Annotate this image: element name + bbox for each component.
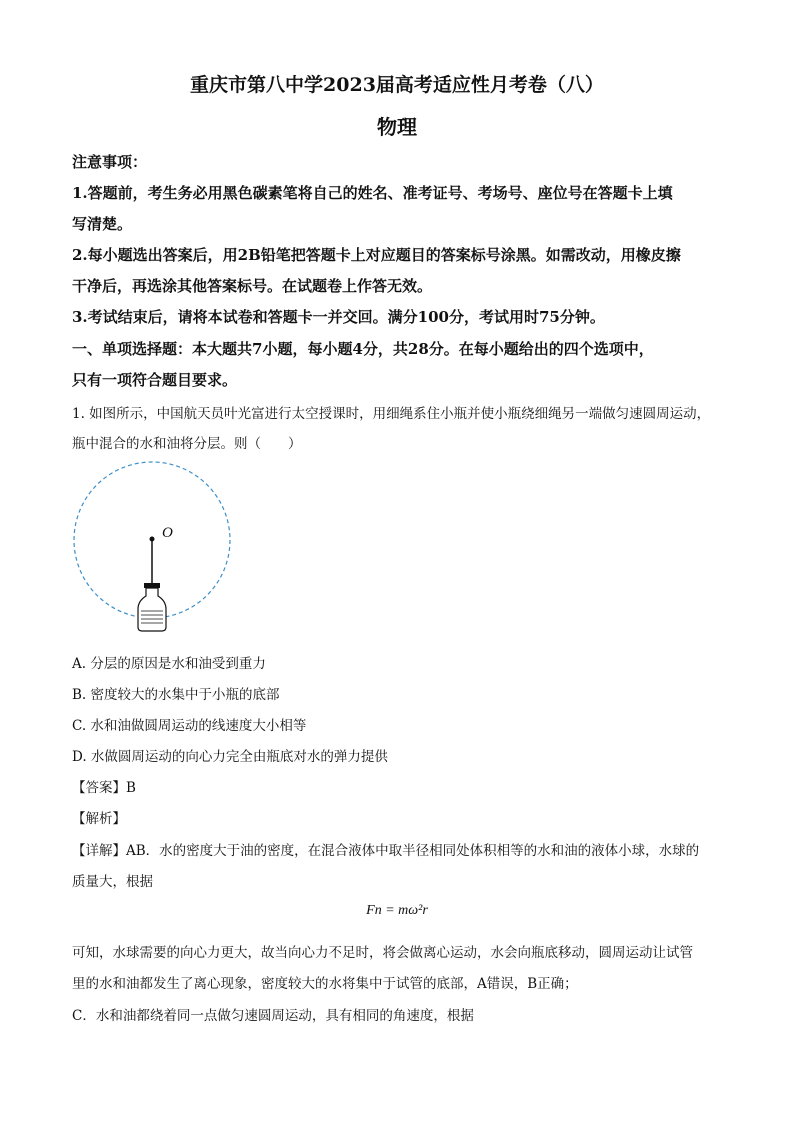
notes-item: 1.答题前，考生务必用黑色碳素笔将自己的姓名、准考证号、考场号、座位号在答题卡上填 — [72, 184, 673, 202]
bottle-cap — [144, 583, 160, 588]
option-c: C. 水和油做圆周运动的线速度大小相等 — [72, 718, 307, 734]
formula: Fn = mω²r — [366, 903, 428, 918]
question-stem-cont: 瓶中混合的水和油将分层。则（ ） — [72, 436, 302, 452]
option-b: B. 密度较大的水集中于小瓶的底部 — [72, 687, 280, 703]
exam-title: 重庆市第八中学2023届高考适应性月考卷（八） — [190, 74, 604, 96]
option-a: A. 分层的原因是水和油受到重力 — [72, 656, 266, 672]
analysis-label: 【解析】 — [72, 811, 126, 827]
rotating-bottle-figure — [66, 455, 246, 645]
detail-text: 【详解】AB．水的密度大于油的密度，在混合液体中取半径相同处体积相等的水和油的液体小球，水球的 — [72, 843, 700, 859]
detail-text: 里的水和油都发生了离心现象，密度较大的水将集中于试管的底部，A错误，B正确； — [72, 976, 578, 992]
option-d: D. 水做圆周运动的向心力完全由瓶底对水的弹力提供 — [72, 749, 388, 765]
notes-item: 干净后，再选涂其他答案标号。在试题卷上作答无效。 — [72, 277, 433, 295]
center-label: O — [162, 525, 173, 541]
section-heading: 一、单项选择题：本大题共7小题，每小题4分，共28分。在每小题给出的四个选项中， — [72, 340, 654, 358]
notes-heading: 注意事项： — [72, 153, 148, 171]
answer: 【答案】B — [72, 780, 136, 796]
bottle-body — [138, 588, 166, 631]
detail-text: C．水和油都绕着同一点做匀速圆周运动，具有相同的角速度，根据 — [72, 1008, 474, 1024]
notes-item: 2.每小题选出答案后，用2B铅笔把答题卡上对应题目的答案标号涂黑。如需改动，用橡皮擦 — [72, 246, 681, 264]
question-stem: 1. 如图所示，中国航天员叶光富进行太空授课时，用细绳系住小瓶并使小瓶绕细绳另一端做匀速圆周运动， — [72, 406, 711, 422]
detail-text: 可知，水球需要的向心力更大，故当向心力不足时，将会做离心运动，水会向瓶底移动，圆周运动让试管 — [72, 945, 693, 961]
notes-item: 3.考试结束后，请将本试卷和答题卡一并交回。满分100分，考试用时75分钟。 — [72, 308, 605, 326]
subject-title: 物理 — [377, 115, 417, 139]
section-heading-cont: 只有一项符合题目要求。 — [72, 371, 238, 389]
detail-text: 质量大，根据 — [72, 874, 153, 890]
notes-item: 写清楚。 — [72, 215, 133, 233]
